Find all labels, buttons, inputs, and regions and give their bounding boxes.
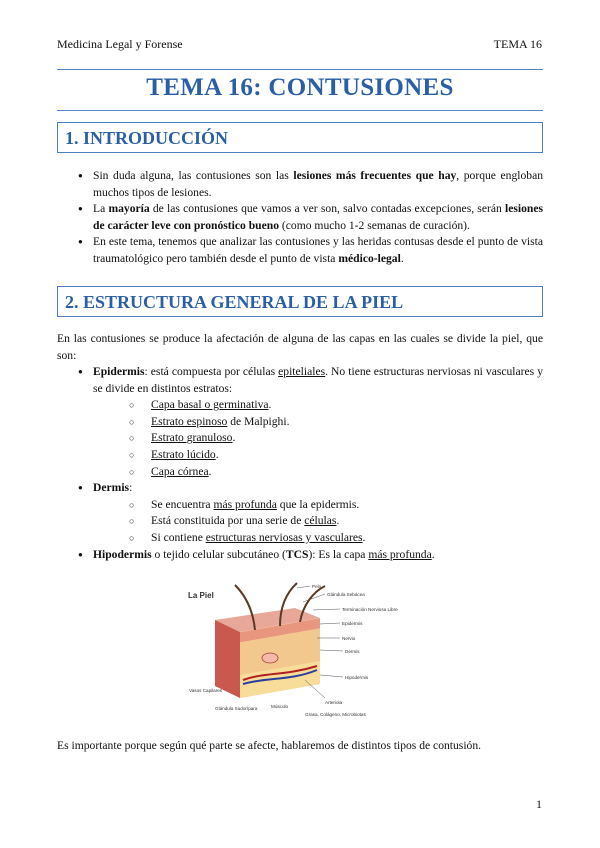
list-item-dermis: ● Dermis: ○ Se encuentra más profunda que la epidermis. ○ Está constituida por una serie de células. ○ Si contiene estructuras nerviosas y vasculares. <box>78 480 543 546</box>
list-item: ○ Si contiene estructuras nerviosas y vasculares. <box>129 530 543 547</box>
intro-paragraph: En las contusiones se produce la afectación de alguna de las capas en las cuales se divide la piel, que son: <box>57 332 543 362</box>
label-hipodermis: Hipodermis <box>345 675 369 680</box>
label-grasa: Grasa, Colágeno, Microbiotas <box>305 712 366 717</box>
intro-list <box>78 168 543 268</box>
section-heading-estructura-piel: 2. ESTRUCTURA GENERAL DE LA PIEL <box>57 286 543 317</box>
page-number: 1 <box>536 797 542 811</box>
list-item: ○ Capa basal o germinativa. <box>129 397 543 414</box>
skin-side <box>215 620 240 698</box>
figure-title: La Piel <box>188 591 214 600</box>
list-item: ● La mayoría de las contusiones que vamos a ver son, salvo contadas excepciones, serán lesiones de carácter leve con pronóstico bueno (como mucho 1-2 semanas de curación). <box>78 201 543 234</box>
title-rule-top <box>57 69 543 70</box>
skin-layers-list <box>78 364 543 563</box>
list-item: ○ Está constituida por una serie de células. <box>129 513 543 530</box>
list-item: ● Sin duda alguna, las contusiones son las lesiones más frecuentes que hay, porque engloban muchos tipos de lesiones. <box>78 168 543 201</box>
list-item: ○ Estrato granuloso. <box>129 430 543 447</box>
label-glandula-sebacea: Glándula Sebácea <box>327 592 365 597</box>
epidermis-strata-list <box>93 397 543 480</box>
list-item: ○ Estrato espinoso de Malpighi. <box>129 414 543 431</box>
section-heading-introduccion: 1. INTRODUCCIÓN <box>57 122 543 153</box>
label-nervio: Nervio <box>342 636 356 641</box>
list-item-hipodermis: ● Hipodermis o tejido celular subcutáneo (TCS): Es la capa más profunda. <box>78 547 543 564</box>
label-arteriola: Arteriola <box>325 700 343 705</box>
label-epidermis: Epidermis <box>342 621 363 626</box>
label-dermis: Dermis <box>345 649 360 654</box>
list-item: ○ Estrato lúcido. <box>129 447 543 464</box>
sweat-gland <box>262 653 278 663</box>
list-item: ○ Capa córnea. <box>129 464 543 481</box>
page-title: TEMA 16: CONTUSIONES <box>146 74 454 101</box>
header-left: Medicina Legal y Forense <box>57 37 183 51</box>
label-glandula-sudoripara: Glándula Sudorípara <box>215 706 258 711</box>
label-musculo: Músculo <box>271 704 289 709</box>
skin-diagram <box>185 580 415 722</box>
label-terminacion: Terminación Nerviosa Libre <box>342 607 398 612</box>
closing-paragraph: Es importante porque según qué parte se afecte, hablaremos de distintos tipos de contusión. <box>57 739 482 752</box>
list-item-epidermis: ● Epidermis: está compuesta por células epiteliales. No tiene estructuras nerviosas ni vasculares y se divide en distintos estratos: ○ Capa basal o germinativa. ○ Estrato espinoso de Malpighi. ○ Estrato granuloso. ○ Estrato lúcido. ○ Capa córnea. <box>78 364 543 480</box>
header-right: TEMA 16 <box>493 37 542 51</box>
label-vasos: Vasos Capilares <box>189 688 223 693</box>
label-pelo: Pelo <box>312 584 322 589</box>
title-rule-bottom <box>57 110 543 111</box>
list-item: ○ Se encuentra más profunda que la epidermis. <box>129 497 543 514</box>
list-item: ● En este tema, tenemos que analizar las contusiones y las heridas contusas desde el punto de vista traumatológico pero también desde el punto de vista médico-legal. <box>78 234 543 267</box>
dermis-list <box>93 497 543 547</box>
